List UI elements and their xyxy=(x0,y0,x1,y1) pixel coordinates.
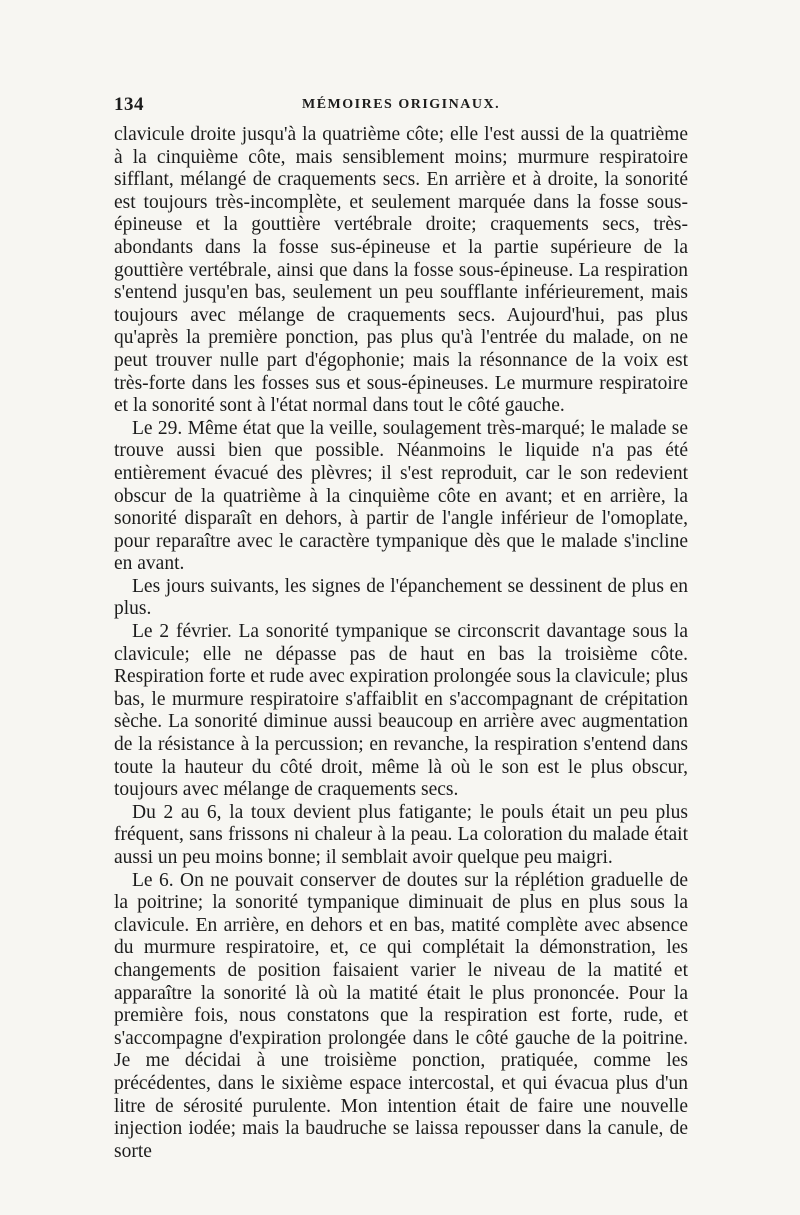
paragraph-le-6: Le 6. On ne pouvait conserver de doutes sur la réplétion graduelle de la poitrine; la sonorité tympanique diminuait de plus en plus sous la clavicule. En arrière, en dehors et en bas, matité complète avec absence du murmure respiratoire, et, ce qui complétait la démonstration, les changements de position faisaient varier le niveau de la matité et apparaître la sonorité là où la matité était le plus prononcée. Pour la première fois, nous constatons que la respiration est forte, rude, et s'accompagne d'expiration prolongée dans le côté gauche de la poitrine. Je me décidai à une troisième ponction, pratiquée, comme les précédentes, dans le sixième espace intercostal, et qui évacua plus d'un litre de sérosité purulente. Mon intention était de faire une nouvelle injection iodée; mais la baudruche se laissa repousser dans la canule, de sorte xyxy=(114,869,688,1162)
paragraph-le-29: Le 29. Même état que la veille, soulagement très-marqué; le malade se trouve aussi bien que possible. Néanmoins le liquide n'a pas été entièrement évacué des plèvres; il s'est reproduit, car le son redevient obscur de la quatrième à la cinquième côte en avant; et en arrière, la sonorité disparaît en dehors, à partir de l'angle inférieur de l'omoplate, pour reparaître avec le caractère tympanique dès que le malade s'incline en avant. xyxy=(114,417,688,575)
page-number: 134 xyxy=(114,94,144,115)
paragraph-2-fevrier: Le 2 février. La sonorité tympanique se circonscrit davantage sous la clavicule; elle ne dépasse pas de haut en bas la troisième côte. Respiration forte et rude avec expiration prolongée sous la clavicule; plus bas, le murmure respiratoire s'affaiblit en s'accompagnant de crépitation sèche. La sonorité diminue aussi beaucoup en arrière avec augmentation de la résistance à la percussion; en revanche, la respiration s'entend dans toute la hauteur du côté droit, même là où le son est le plus obscur, toujours avec mélange de craquements secs. xyxy=(114,621,688,801)
paragraph-jours-suivants: Les jours suivants, les signes de l'épanchement se dessinent de plus en plus. xyxy=(114,575,688,620)
paragraph-du-2-au-6: Du 2 au 6, la toux devient plus fatigante; le pouls était un peu plus fréquent, sans frissons ni chaleur à la peau. La coloration du malade était aussi un peu moins bonne; il semblait avoir quelque peu maigri. xyxy=(114,801,688,868)
page-header xyxy=(114,94,688,124)
body-text xyxy=(114,124,688,1163)
running-title: MÉMOIRES ORIGINAUX. xyxy=(302,97,501,112)
paragraph-continuation: clavicule droite jusqu'à la quatrième côte; elle l'est aussi de la quatrième à la cinquième côte, mais sensiblement moins; murmure respiratoire sifflant, mélangé de craquements secs. En arrière et à droite, la sonorité est toujours très-incomplète, et seulement marquée dans la fosse sous-épineuse et la gouttière vertébrale droite; craquements secs, très-abondants dans la fosse sus-épineuse et la partie supérieure de la gouttière vertébrale, ainsi que dans la fosse sous-épineuse. La respiration s'entend jusqu'en bas, seulement un peu soufflante inférieurement, mais toujours avec mélange de craquements secs. Aujourd'hui, pas plus qu'après la première ponction, pas plus qu'à l'entrée du malade, on ne peut trouver nulle part d'égophonie; mais la résonnance de la voix est très-forte dans les fosses sus et sous-épineuses. Le murmure respiratoire et la sonorité sont à l'état normal dans tout le côté gauche. xyxy=(114,124,688,417)
